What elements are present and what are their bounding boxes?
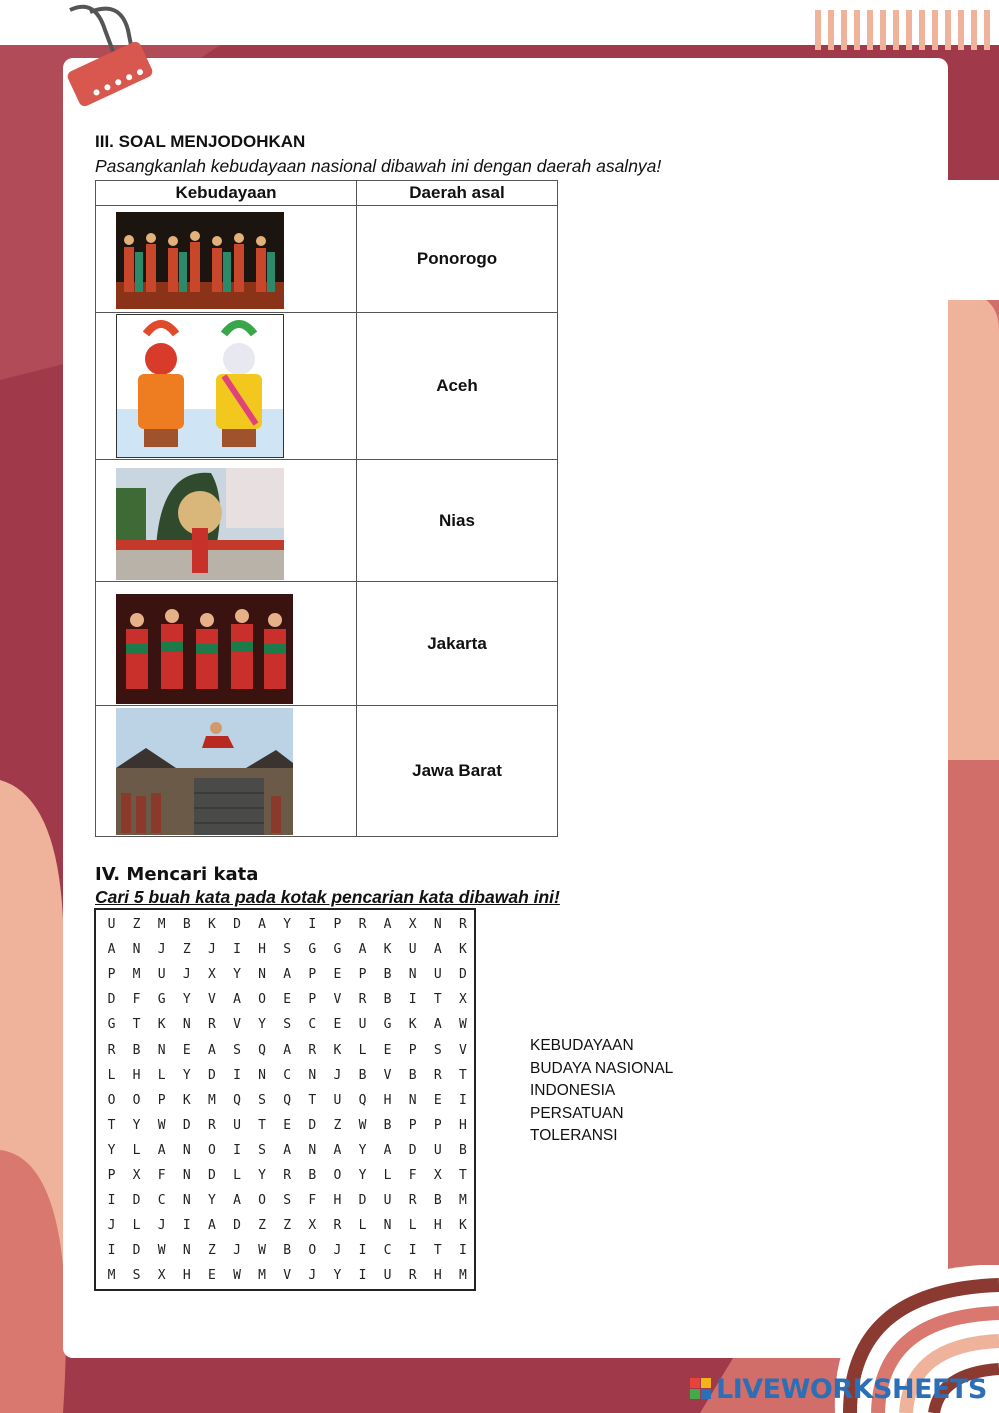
- grid-letter[interactable]: U: [233, 1117, 241, 1133]
- grid-letter[interactable]: P: [308, 967, 317, 983]
- grid-row: [96, 987, 474, 1012]
- grid-letter[interactable]: D: [132, 1243, 141, 1259]
- grid-letter[interactable]: U: [358, 1017, 367, 1033]
- grid-letter[interactable]: I: [107, 1243, 116, 1259]
- grid-letter[interactable]: B: [358, 1067, 367, 1083]
- grid-letter[interactable]: W: [157, 1243, 166, 1259]
- grid-letter[interactable]: K: [458, 942, 467, 958]
- grid-letter[interactable]: O: [107, 1092, 116, 1108]
- grid-letter[interactable]: C: [308, 1017, 317, 1033]
- grid-letter[interactable]: L: [408, 1218, 417, 1234]
- grid-letter[interactable]: N: [308, 1067, 317, 1083]
- region-cell: Jawa Barat: [357, 706, 558, 837]
- grid-letter[interactable]: U: [157, 967, 166, 983]
- grid-letter[interactable]: V: [233, 1017, 241, 1033]
- grid-letter[interactable]: C: [157, 1193, 166, 1209]
- grid-letter[interactable]: V: [458, 1042, 467, 1058]
- grid-letter[interactable]: H: [182, 1268, 191, 1284]
- grid-letter[interactable]: A: [383, 917, 392, 932]
- grid-letter[interactable]: P: [433, 1117, 442, 1133]
- grid-letter[interactable]: N: [258, 967, 266, 983]
- grid-letter[interactable]: L: [358, 1042, 367, 1058]
- grid-letter[interactable]: D: [132, 1193, 141, 1209]
- grid-letter[interactable]: D: [308, 1117, 317, 1133]
- grid-letter[interactable]: Y: [107, 1142, 116, 1158]
- grid-letter[interactable]: D: [233, 1218, 241, 1234]
- grid-letter[interactable]: M: [258, 1268, 266, 1284]
- culture-image-cell: [96, 460, 357, 582]
- grid-letter[interactable]: U: [433, 1142, 442, 1158]
- grid-letter[interactable]: P: [157, 1092, 166, 1108]
- culture-image-cell: [96, 206, 357, 313]
- grid-letter[interactable]: D: [207, 1168, 216, 1183]
- grid-letter[interactable]: P: [333, 917, 342, 932]
- grid-letter[interactable]: D: [233, 917, 241, 932]
- grid-letter[interactable]: B: [383, 967, 392, 983]
- grid-letter[interactable]: I: [408, 1243, 417, 1259]
- grid-letter[interactable]: H: [433, 1268, 442, 1284]
- grid-letter[interactable]: A: [283, 1042, 292, 1058]
- grid-letter[interactable]: Y: [358, 1168, 367, 1183]
- grid-letter[interactable]: I: [233, 1067, 241, 1083]
- grid-letter[interactable]: U: [107, 917, 116, 932]
- grid-letter[interactable]: R: [358, 917, 367, 932]
- grid-letter[interactable]: N: [182, 1142, 191, 1158]
- grid-letter[interactable]: A: [157, 1142, 166, 1158]
- grid-letter[interactable]: U: [383, 1268, 392, 1284]
- grid-letter[interactable]: S: [258, 1142, 266, 1158]
- grid-letter[interactable]: L: [132, 1142, 141, 1158]
- grid-letter[interactable]: U: [333, 1092, 342, 1108]
- grid-letter[interactable]: H: [132, 1067, 141, 1083]
- grid-letter[interactable]: Z: [333, 1117, 342, 1133]
- section-4-heading: IV. Mencari kata: [95, 864, 259, 885]
- grid-letter[interactable]: H: [383, 1092, 392, 1108]
- grid-letter[interactable]: W: [157, 1117, 166, 1133]
- grid-letter[interactable]: N: [408, 967, 417, 983]
- grid-letter[interactable]: D: [358, 1193, 367, 1209]
- grid-row: [96, 1012, 474, 1037]
- grid-letter[interactable]: T: [433, 1243, 442, 1259]
- grid-letter[interactable]: S: [258, 1092, 266, 1108]
- region-cell: Aceh: [357, 313, 558, 460]
- grid-row: [96, 1138, 474, 1163]
- grid-letter[interactable]: X: [132, 1168, 141, 1183]
- grid-letter[interactable]: D: [207, 1067, 216, 1083]
- grid-letter[interactable]: X: [408, 917, 417, 932]
- reog-performance-image: [116, 468, 284, 580]
- grid-letter[interactable]: R: [207, 1117, 216, 1133]
- brand-name: LIVEWORKSHEETS: [716, 1373, 987, 1405]
- grid-letter[interactable]: P: [308, 992, 317, 1008]
- grid-row: [96, 1263, 474, 1288]
- grid-letter[interactable]: T: [308, 1092, 317, 1108]
- ondel-ondel-image: [116, 314, 284, 458]
- grid-letter[interactable]: A: [207, 1042, 216, 1058]
- grid-letter[interactable]: N: [182, 1243, 191, 1259]
- grid-letter[interactable]: A: [358, 942, 367, 958]
- grid-letter[interactable]: S: [433, 1042, 442, 1058]
- grid-letter[interactable]: U: [408, 942, 417, 958]
- culture-image-cell: [96, 313, 357, 460]
- grid-letter[interactable]: O: [258, 992, 266, 1008]
- grid-letter[interactable]: G: [308, 942, 317, 958]
- grid-letter[interactable]: D: [458, 967, 467, 983]
- grid-letter[interactable]: X: [433, 1168, 442, 1183]
- grid-letter[interactable]: S: [283, 1193, 292, 1209]
- grid-row: [96, 1063, 474, 1088]
- grid-letter[interactable]: I: [308, 917, 317, 932]
- grid-letter[interactable]: B: [433, 1193, 442, 1209]
- grid-letter[interactable]: I: [358, 1243, 367, 1259]
- liveworksheets-logo: [690, 1372, 987, 1406]
- saman-dance-image: [116, 594, 293, 704]
- dance-performance-image: [116, 212, 284, 309]
- grid-letter[interactable]: X: [157, 1268, 166, 1284]
- grid-letter[interactable]: K: [157, 1017, 166, 1033]
- grid-letter[interactable]: U: [383, 1193, 392, 1209]
- grid-letter[interactable]: K: [333, 1042, 342, 1058]
- grid-letter[interactable]: N: [408, 1092, 417, 1108]
- culture-image-cell: [96, 706, 357, 837]
- grid-letter[interactable]: R: [207, 1017, 216, 1033]
- grid-letter[interactable]: M: [132, 967, 141, 983]
- grid-letter[interactable]: D: [408, 1142, 417, 1158]
- grid-letter[interactable]: Y: [258, 1017, 266, 1033]
- grid-letter[interactable]: P: [408, 1042, 417, 1058]
- grid-row: [96, 962, 474, 987]
- grid-letter[interactable]: K: [182, 1092, 191, 1108]
- grid-row: [96, 1238, 474, 1263]
- grid-letter[interactable]: Y: [182, 992, 191, 1008]
- grid-row: [96, 1038, 474, 1063]
- grid-letter[interactable]: F: [157, 1168, 166, 1183]
- grid-letter[interactable]: W: [458, 1017, 467, 1033]
- grid-letter[interactable]: A: [233, 992, 241, 1008]
- grid-letter[interactable]: F: [308, 1193, 317, 1209]
- grid-letter[interactable]: T: [458, 1067, 467, 1083]
- grid-letter[interactable]: S: [283, 1017, 292, 1033]
- grid-letter[interactable]: Q: [258, 1042, 266, 1058]
- grid-letter[interactable]: J: [233, 1243, 241, 1259]
- grid-letter[interactable]: D: [182, 1117, 191, 1133]
- grid-letter[interactable]: N: [308, 1142, 317, 1158]
- grid-letter[interactable]: A: [107, 942, 116, 958]
- grid-letter[interactable]: L: [157, 1067, 166, 1083]
- grid-letter[interactable]: N: [157, 1042, 166, 1058]
- grid-letter[interactable]: R: [433, 1067, 442, 1083]
- grid-letter[interactable]: M: [157, 917, 166, 932]
- grid-letter[interactable]: A: [233, 1193, 241, 1209]
- grid-letter[interactable]: I: [233, 1142, 241, 1158]
- grid-letter[interactable]: T: [458, 1168, 467, 1183]
- column-header-region: Daerah asal: [357, 181, 558, 206]
- grid-letter[interactable]: N: [258, 1067, 266, 1083]
- grid-letter[interactable]: P: [358, 967, 367, 983]
- grid-letter[interactable]: Y: [182, 1067, 191, 1083]
- grid-letter[interactable]: H: [458, 1117, 467, 1133]
- grid-letter[interactable]: F: [408, 1168, 417, 1183]
- grid-letter[interactable]: W: [358, 1117, 367, 1133]
- grid-letter[interactable]: R: [283, 1168, 292, 1183]
- grid-letter[interactable]: N: [433, 917, 442, 932]
- grid-letter[interactable]: E: [283, 1117, 292, 1133]
- grid-letter[interactable]: B: [408, 1067, 417, 1083]
- stone-jumping-image: [116, 708, 293, 835]
- word-list-item: KEBUDAYAAN: [530, 1037, 634, 1054]
- grid-letter[interactable]: A: [333, 1142, 342, 1158]
- grid-letter[interactable]: V: [333, 992, 342, 1008]
- region-cell: Nias: [357, 460, 558, 582]
- grid-letter[interactable]: R: [333, 1218, 342, 1234]
- grid-letter[interactable]: J: [107, 1218, 116, 1234]
- grid-letter[interactable]: E: [333, 1017, 342, 1033]
- grid-letter[interactable]: C: [283, 1067, 292, 1083]
- grid-letter[interactable]: N: [182, 1193, 191, 1209]
- grid-letter[interactable]: H: [258, 942, 266, 958]
- grid-letter[interactable]: L: [233, 1168, 241, 1183]
- grid-letter[interactable]: O: [258, 1193, 266, 1209]
- grid-letter[interactable]: R: [408, 1193, 417, 1209]
- grid-letter[interactable]: I: [458, 1243, 467, 1259]
- grid-letter[interactable]: R: [458, 917, 467, 932]
- grid-letter[interactable]: J: [182, 967, 191, 983]
- grid-letter[interactable]: A: [433, 1017, 442, 1033]
- grid-letter[interactable]: J: [207, 942, 216, 958]
- grid-letter[interactable]: Y: [358, 1142, 367, 1158]
- grid-row: [96, 1213, 474, 1238]
- grid-letter[interactable]: I: [458, 1092, 467, 1108]
- grid-letter[interactable]: A: [383, 1142, 392, 1158]
- grid-letter[interactable]: D: [107, 992, 116, 1008]
- grid-letter[interactable]: E: [383, 1042, 392, 1058]
- grid-letter[interactable]: N: [182, 1168, 191, 1183]
- word-list-item: INDONESIA: [530, 1082, 616, 1099]
- grid-letter[interactable]: S: [132, 1268, 141, 1284]
- grid-letter[interactable]: J: [333, 1067, 342, 1083]
- grid-letter[interactable]: Q: [358, 1092, 367, 1108]
- grid-letter[interactable]: S: [283, 942, 292, 958]
- grid-letter[interactable]: B: [132, 1042, 141, 1058]
- grid-letter[interactable]: J: [333, 1243, 342, 1259]
- grid-letter[interactable]: G: [333, 942, 342, 958]
- grid-letter[interactable]: T: [132, 1017, 141, 1033]
- grid-letter[interactable]: K: [408, 1017, 417, 1033]
- grid-letter[interactable]: J: [308, 1268, 317, 1284]
- grid-letter[interactable]: S: [233, 1042, 241, 1058]
- grid-letter[interactable]: E: [283, 992, 292, 1008]
- grid-letter[interactable]: E: [182, 1042, 191, 1058]
- grid-letter[interactable]: W: [258, 1243, 266, 1259]
- section-3-heading: III. SOAL MENJODOHKAN: [95, 132, 306, 151]
- grid-letter[interactable]: W: [233, 1268, 241, 1284]
- culture-image-cell: [96, 582, 357, 706]
- grid-letter[interactable]: B: [458, 1142, 467, 1158]
- grid-letter[interactable]: Y: [233, 967, 241, 983]
- grid-letter[interactable]: B: [383, 992, 392, 1008]
- grid-letter[interactable]: M: [107, 1268, 116, 1284]
- grid-letter[interactable]: P: [107, 1168, 116, 1183]
- grid-letter[interactable]: U: [433, 967, 442, 983]
- grid-letter[interactable]: X: [308, 1218, 317, 1234]
- grid-letter[interactable]: V: [207, 992, 216, 1008]
- grid-letter[interactable]: I: [233, 942, 241, 958]
- grid-letter[interactable]: M: [458, 1193, 467, 1209]
- grid-letter[interactable]: J: [157, 942, 166, 958]
- grid-letter[interactable]: I: [408, 992, 417, 1008]
- grid-letter[interactable]: V: [383, 1067, 392, 1083]
- grid-letter[interactable]: Z: [182, 942, 191, 958]
- grid-letter[interactable]: V: [283, 1268, 292, 1284]
- grid-letter[interactable]: H: [433, 1218, 442, 1234]
- grid-letter[interactable]: G: [157, 992, 166, 1008]
- grid-letter[interactable]: Y: [207, 1193, 216, 1209]
- grid-row: [96, 1113, 474, 1138]
- grid-letter[interactable]: Q: [233, 1092, 241, 1108]
- grid-letter[interactable]: R: [308, 1042, 317, 1058]
- grid-letter[interactable]: R: [358, 992, 367, 1008]
- grid-letter[interactable]: B: [383, 1117, 392, 1133]
- grid-row: [96, 1188, 474, 1213]
- word-list-item: PERSATUAN: [530, 1104, 624, 1122]
- grid-letter[interactable]: J: [157, 1218, 166, 1234]
- grid-letter[interactable]: N: [383, 1218, 392, 1234]
- grid-letter[interactable]: E: [207, 1268, 216, 1284]
- word-list-item: TOLERANSI: [530, 1127, 618, 1144]
- section-4-instruction: Cari 5 buah kata pada kotak pencarian kata dibawah ini!: [95, 887, 560, 907]
- grid-letter[interactable]: R: [107, 1042, 116, 1058]
- grid-letter[interactable]: P: [408, 1117, 417, 1133]
- grid-letter[interactable]: O: [333, 1168, 342, 1183]
- grid-letter[interactable]: T: [107, 1117, 116, 1133]
- grid-letter[interactable]: L: [358, 1218, 367, 1234]
- word-list: [530, 1035, 673, 1148]
- grid-letter[interactable]: L: [107, 1067, 116, 1083]
- grid-row: [96, 1163, 474, 1188]
- grid-letter[interactable]: K: [458, 1218, 467, 1234]
- grid-letter[interactable]: L: [383, 1168, 392, 1183]
- grid-letter[interactable]: B: [308, 1168, 317, 1183]
- grid-letter[interactable]: I: [358, 1268, 367, 1284]
- grid-letter[interactable]: X: [458, 992, 467, 1008]
- grid-letter[interactable]: K: [207, 917, 216, 932]
- matching-table: [95, 180, 558, 837]
- grid-letter[interactable]: M: [458, 1268, 467, 1284]
- grid-letter[interactable]: A: [433, 942, 442, 958]
- grid-letter[interactable]: P: [107, 967, 116, 983]
- grid-letter[interactable]: B: [283, 1243, 292, 1259]
- grid-letter[interactable]: O: [132, 1092, 141, 1108]
- word-search-grid[interactable]: [94, 908, 476, 1291]
- grid-letter[interactable]: A: [283, 967, 292, 983]
- grid-letter[interactable]: N: [132, 942, 141, 958]
- grid-letter[interactable]: Z: [132, 917, 141, 932]
- region-cell: Jakarta: [357, 582, 558, 706]
- column-header-culture: Kebudayaan: [96, 181, 357, 206]
- grid-letter[interactable]: I: [107, 1193, 116, 1209]
- grid-letter[interactable]: Y: [258, 1168, 266, 1183]
- grid-letter[interactable]: Q: [283, 1092, 292, 1108]
- region-cell: Ponorogo: [357, 206, 558, 313]
- grid-letter[interactable]: M: [207, 1092, 216, 1108]
- grid-letter[interactable]: K: [383, 942, 392, 958]
- grid-letter[interactable]: Z: [283, 1218, 292, 1234]
- grid-letter[interactable]: O: [207, 1142, 216, 1158]
- grid-letter[interactable]: A: [258, 917, 266, 932]
- grid-letter[interactable]: A: [207, 1218, 216, 1234]
- grid-letter[interactable]: Z: [207, 1243, 216, 1259]
- grid-letter[interactable]: A: [283, 1142, 292, 1158]
- grid-letter[interactable]: E: [433, 1092, 442, 1108]
- grid-letter[interactable]: T: [433, 992, 442, 1008]
- grid-letter[interactable]: R: [408, 1268, 417, 1284]
- liveworksheets-logo-icon: [690, 1378, 712, 1400]
- grid-letter[interactable]: L: [132, 1218, 141, 1234]
- grid-letter[interactable]: G: [107, 1017, 116, 1033]
- grid-letter[interactable]: G: [383, 1017, 392, 1033]
- binder-clip-icon: [50, 0, 160, 110]
- grid-letter[interactable]: X: [207, 967, 216, 983]
- grid-letter[interactable]: H: [333, 1193, 342, 1209]
- grid-letter[interactable]: N: [182, 1017, 191, 1033]
- word-list-item: BUDAYA NASIONAL: [530, 1059, 674, 1077]
- grid-letter[interactable]: Y: [333, 1268, 342, 1284]
- grid-row: [96, 937, 474, 962]
- grid-letter[interactable]: Y: [283, 917, 292, 932]
- grid-letter[interactable]: Y: [132, 1117, 141, 1133]
- grid-letter[interactable]: I: [182, 1218, 191, 1234]
- grid-letter[interactable]: F: [132, 992, 141, 1008]
- grid-letter[interactable]: Z: [258, 1218, 266, 1234]
- grid-letter[interactable]: E: [333, 967, 342, 983]
- grid-letter[interactable]: C: [383, 1243, 392, 1259]
- grid-row: [96, 1088, 474, 1113]
- grid-row: [96, 912, 474, 937]
- grid-letter[interactable]: T: [258, 1117, 266, 1133]
- section-3-instruction: Pasangkanlah kebudayaan nasional dibawah ini dengan daerah asalnya!: [95, 156, 662, 176]
- grid-letter[interactable]: B: [182, 917, 191, 932]
- grid-letter[interactable]: O: [308, 1243, 317, 1259]
